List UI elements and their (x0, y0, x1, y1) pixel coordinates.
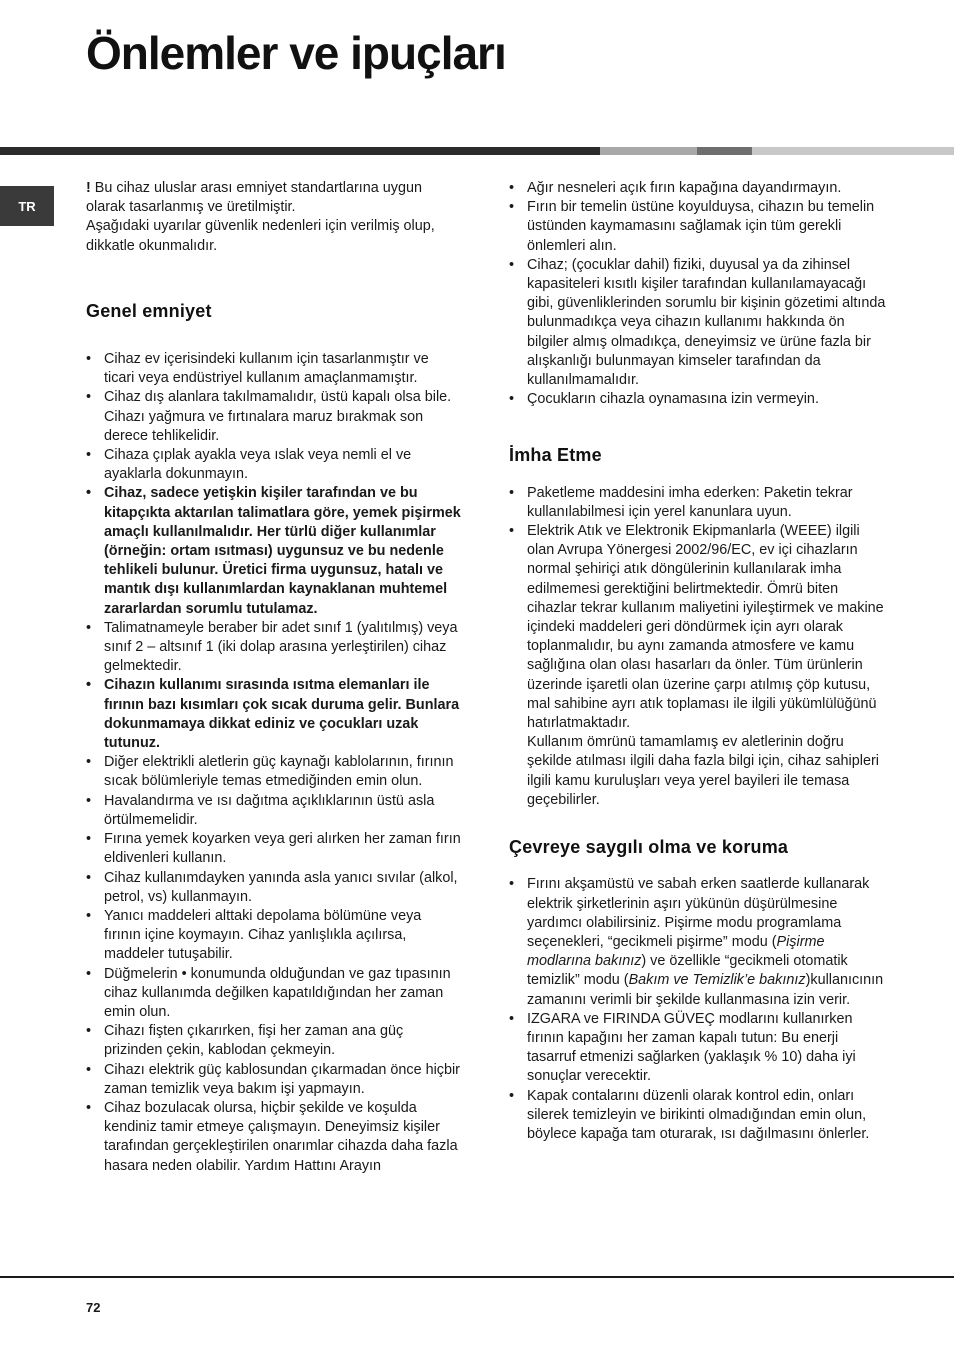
list-item: • Paketleme maddesini imha ederken: Paketin tekrar kullanılabilmesi için yerel kanunlara uyun. (509, 484, 887, 522)
environment-list (509, 875, 887, 1144)
cross-reference: Pişirme modlarına bakınız (527, 933, 825, 970)
page-number: 72 (86, 1300, 101, 1315)
list-item: • Çocukların cihazla oynamasına izin vermeyin. (509, 390, 887, 409)
language-tab: TR (0, 186, 54, 226)
list-item (509, 875, 887, 1009)
section-heading-general-safety: Genel emniyet (86, 300, 212, 321)
general-safety-list (86, 350, 462, 1176)
list-item: • Cihaza çıplak ayakla veya ıslak veya nemli el ve ayaklarla dokunmayın. (86, 446, 462, 484)
list-item: • Düğmelerin • konumunda olduğundan ve gaz tıpasının cihaz kullanımda değilken kapatıldığından her zaman emin olun. (86, 965, 462, 1023)
list-item: • Cihazı fişten çıkarırken, fişi her zaman ana güç prizinden çekin, kablodan çekmeyin. (86, 1022, 462, 1060)
list-item: • Cihaz dış alanlara takılmamalıdır, üstü kapalı olsa bile. Cihazı yağmura ve fırtınalara maruz bırakmak son derece tehlikelidir. (86, 388, 462, 446)
header-bar-light (600, 147, 697, 155)
disposal-list (509, 484, 887, 734)
intro-text-1: Bu cihaz uluslar arası emniyet standartlarına uygun olarak tasarlanmış ve üretilmiştir. (86, 180, 422, 216)
cross-reference: Bakım ve Temizlik’e bakınız (628, 972, 806, 989)
list-item: • Cihaz ev içerisindeki kullanım için tasarlanmıştır ve ticari veya endüstriyel kullanım amaçlanmamıştır. (86, 350, 462, 388)
section-heading-disposal: İmha Etme (509, 445, 602, 466)
page-title: Önlemler ve ipuçları (86, 27, 506, 79)
header-bar-mid (697, 147, 752, 155)
text-segment: Fırını akşamüstü ve sabah erken saatlerde kullanarak elektrik şirketlerinin aşırı yükünün düşürülmesine yardımcı olabilirsiniz. Pişirme modu programlama seçenekleri, “gecikmeli pişirme” modu ( (527, 876, 870, 950)
list-item: • Yanıcı maddeleri alttaki depolama bölümüne veya fırının içine koymayın. Cihaz yanlışlıkla açılırsa, maddeler tutuşabilir. (86, 907, 462, 965)
section-heading-environment: Çevreye saygılı olma ve koruma (509, 837, 789, 858)
intro-line-2: Aşağıdaki uyarılar güvenlik nedenleri için verilmiş olup, dikkatle okunmalıdır. (86, 218, 435, 254)
list-item: • Fırın bir temelin üstüne koyulduysa, cihazın bu temelin üstünden kaymamasını sağlamak için tüm gerekli önlemleri alın. (509, 198, 887, 256)
disposal-note: Kullanım ömrünü tamamlamış ev aletlerinin doğru şekilde atılması ilgili daha fazla bilgi için, cihaz sahipleri ilgili kamu kuruluşları veya yerel bayileri ile temasa geçebilirler. (527, 734, 879, 808)
text-segment: ) ve özellikle “gecikmeli otomatik temizlik” modu ( (527, 953, 848, 989)
list-item: • IZGARA ve FIRINDA GÜVEÇ modlarını kullanırken fırının kapağını her zaman kapalı tutun: Bu enerji tasarruf etmenizi sağlarken (yaklaşık % 10) daha iyi sonuçlar verecektir. (509, 1010, 887, 1087)
list-item: • Elektrik Atık ve Elektronik Ekipmanlarla (WEEE) ilgili olan Avrupa Yönergesi 2002/96/EC, ev içi cihazların normal şehiriçi atık döngülerinin kullanılarak imha edilmemesi gerektiğini belirtmektedir. Ömrü biten cihazlar tekrar kullanım maliyetini iyileştirmek ve makine içindeki maddeleri geri döndürmek için ayrı olarak toplanmalıdır, bu aynı zamanda atmosfere ve kamu sağlığına olan olası hasarları da önler. Tüm ürünlerin üzerinde işaretli olan üzerine çarpı atılmış çöp kutusu, mal sahibine ayrı atık toplaması ile ilgili yükümlülüğünü hatırlatmaktadır. (509, 522, 887, 733)
footer-rule (0, 1276, 954, 1278)
list-item: • Ağır nesneleri açık fırın kapağına dayandırmayın. (509, 179, 887, 198)
list-item: • Talimatnameyle beraber bir adet sınıf 1 (yalıtılmış) veya sınıf 2 – altsınıf 1 (iki dolap arasına yerleştirilen) cihaz gelmektedir. (86, 619, 462, 677)
list-item: • Kapak contalarını düzenli olarak kontrol edin, onları silerek temizleyin ve birikinti olmadığından emin olun, böylece kapağa tam oturarak, ısı dağılmasını önlerler. (509, 1087, 887, 1145)
list-item-bold-warning: • Cihaz, sadece yetişkin kişiler tarafından ve bu kitapçıkta aktarılan talimatlara göre, yemek pişirmek amaçlı kullanılmalıdır. Her türlü diğer kullanımlar (örneğin: ortam ısıtması) uygunsuz ve bu nedenle tehlikeli bulunur. Üretici firma uygunsuz, hatalı ve mantık dışı kullanımlardan kaynaklanan muhtemel zararlardan sorumlu tutulamaz. (86, 484, 462, 618)
list-item-bold-warning: • Cihazın kullanımı sırasında ısıtma elemanları ile fırının bazı kısımları çok sıcak duruma gelir. Bunlara dokunmamaya dikkat ediniz ve çocukları uzak tutunuz. (86, 676, 462, 753)
list-item: • Cihazı elektrik güç kablosundan çıkarmadan önce hiçbir zaman temizlik veya bakım işi yapmayın. (86, 1061, 462, 1099)
list-item: • Diğer elektrikli aletlerin güç kaynağı kablolarının, fırının sıcak bölümleriyle temas etmediğinden emin olun. (86, 753, 462, 791)
list-item: • Cihaz bozulacak olursa, hiçbir şekilde ve koşulda kendiniz tamir etmeye çalışmayın. Deneyimsiz kişiler tarafından gerçekleştirilen onarımlar cihazda daha fazla hasara neden olabilir. Yardım Hattını Arayın (86, 1099, 462, 1176)
list-item: • Havalandırma ve ısı dağıtma açıklıklarının üstü asla örtülmemelidir. (86, 792, 462, 830)
left-column (86, 179, 462, 1176)
safety-list-continued (509, 179, 887, 409)
right-column (509, 179, 887, 1144)
warning-mark: ! (86, 180, 91, 196)
list-item: • Fırına yemek koyarken veya geri alırken her zaman fırın eldivenleri kullanın. (86, 830, 462, 868)
intro-note (86, 179, 462, 256)
intro-line-1 (86, 179, 462, 217)
header-bar-light-end (752, 147, 954, 155)
text-segment: )kullanıcının zamanını verimli bir şekilde kullanmasına izin verir. (527, 972, 884, 1008)
list-item: • Cihaz kullanımdayken yanında asla yanıcı sıvılar (alkol, petrol, vs) kullanmayın. (86, 869, 462, 907)
header-bar-dark (0, 147, 600, 155)
list-item: • Cihaz; (çocuklar dahil) fiziki, duyusal ya da zihinsel kapasiteleri kısıtlı kişiler tarafından kullanılamayacağı gibi, güvenliklerinden sorumlu bir kişinin gözetimi altında bulunmadıkça veya cihazın kullanımı hakkında ön bilgiler almış olmadıkça, deneyimsiz ve ürüne fazla bir alışkanlığı bulunmayan kimseler tarafından da kullanılmamalıdır. (509, 256, 887, 390)
